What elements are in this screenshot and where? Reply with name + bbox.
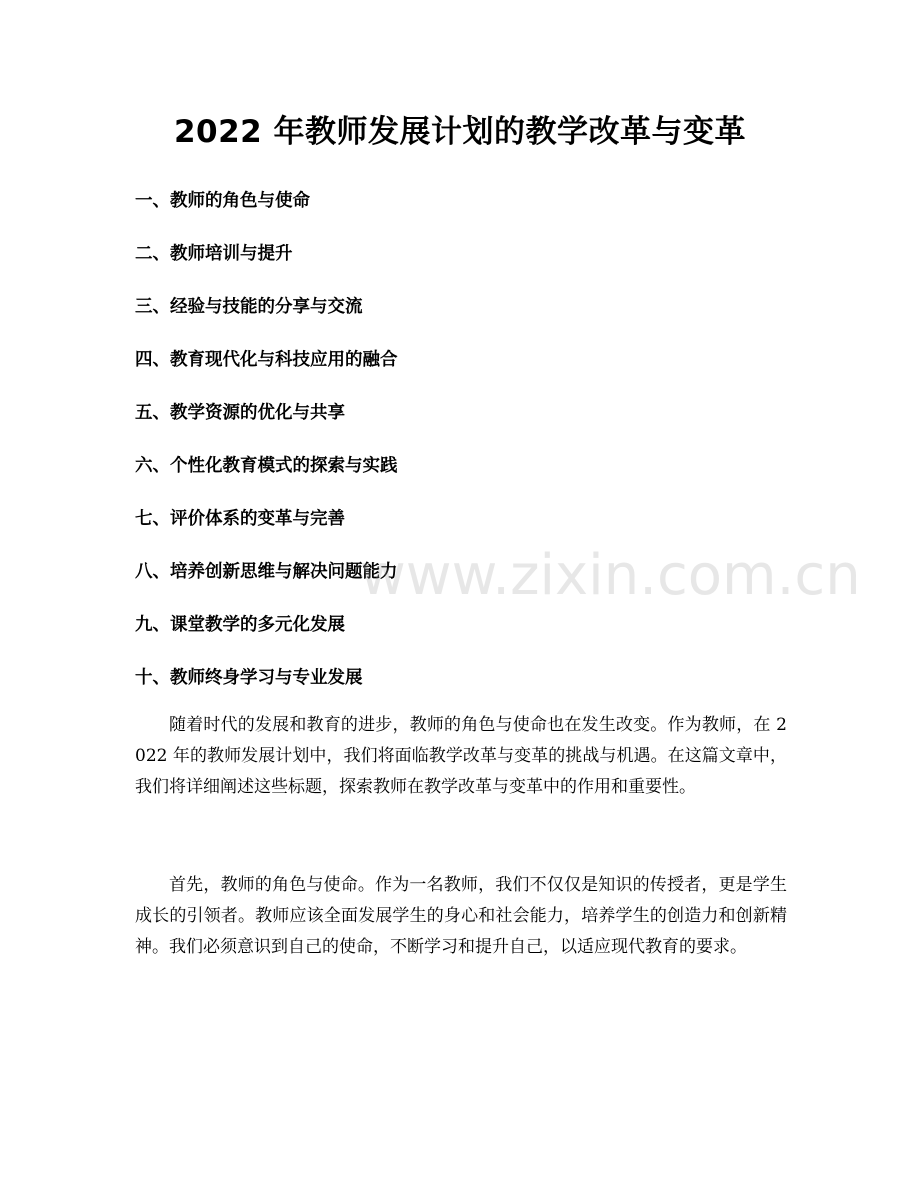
section-heading: 四、教育现代化与科技应用的融合	[135, 350, 398, 370]
section-heading: 五、教学资源的优化与共享	[135, 403, 345, 423]
section-heading: 三、经验与技能的分享与交流	[135, 297, 363, 317]
section-heading: 九、课堂教学的多元化发展	[135, 615, 345, 635]
body-paragraph: 首先，教师的角色与使命。作为一名教师，我们不仅仅是知识的传授者，更是学生成长的引领者。教师应该全面发展学生的身心和社会能力，培养学生的创造力和创新精神。我们必须意识到自己的使命，不断学习和提升自己，以适应现代教育的要求。	[135, 875, 787, 957]
document-title: 2022 年教师发展计划的教学改革与变革	[173, 114, 747, 150]
section-heading: 六、个性化教育模式的探索与实践	[135, 456, 398, 476]
section-heading: 十、教师终身学习与专业发展	[135, 668, 363, 688]
section-heading-list	[135, 188, 785, 718]
section-heading: 八、培养创新思维与解决问题能力	[135, 562, 398, 582]
section-heading: 一、教师的角色与使命	[135, 191, 310, 211]
watermark-text: www.zixin.com.cn	[360, 543, 861, 608]
section-heading: 七、评价体系的变革与完善	[135, 509, 345, 529]
section-heading: 二、教师培训与提升	[135, 244, 293, 264]
body-paragraph: 随着时代的发展和教育的进步，教师的角色与使命也在发生改变。作为教师，在 2022 年的教师发展计划中，我们将面临教学改革与变革的挑战与机遇。在这篇文章中，我们将详细阐述这些标题，探索教师在教学改革与变革中的作用和重要性。	[135, 715, 787, 797]
